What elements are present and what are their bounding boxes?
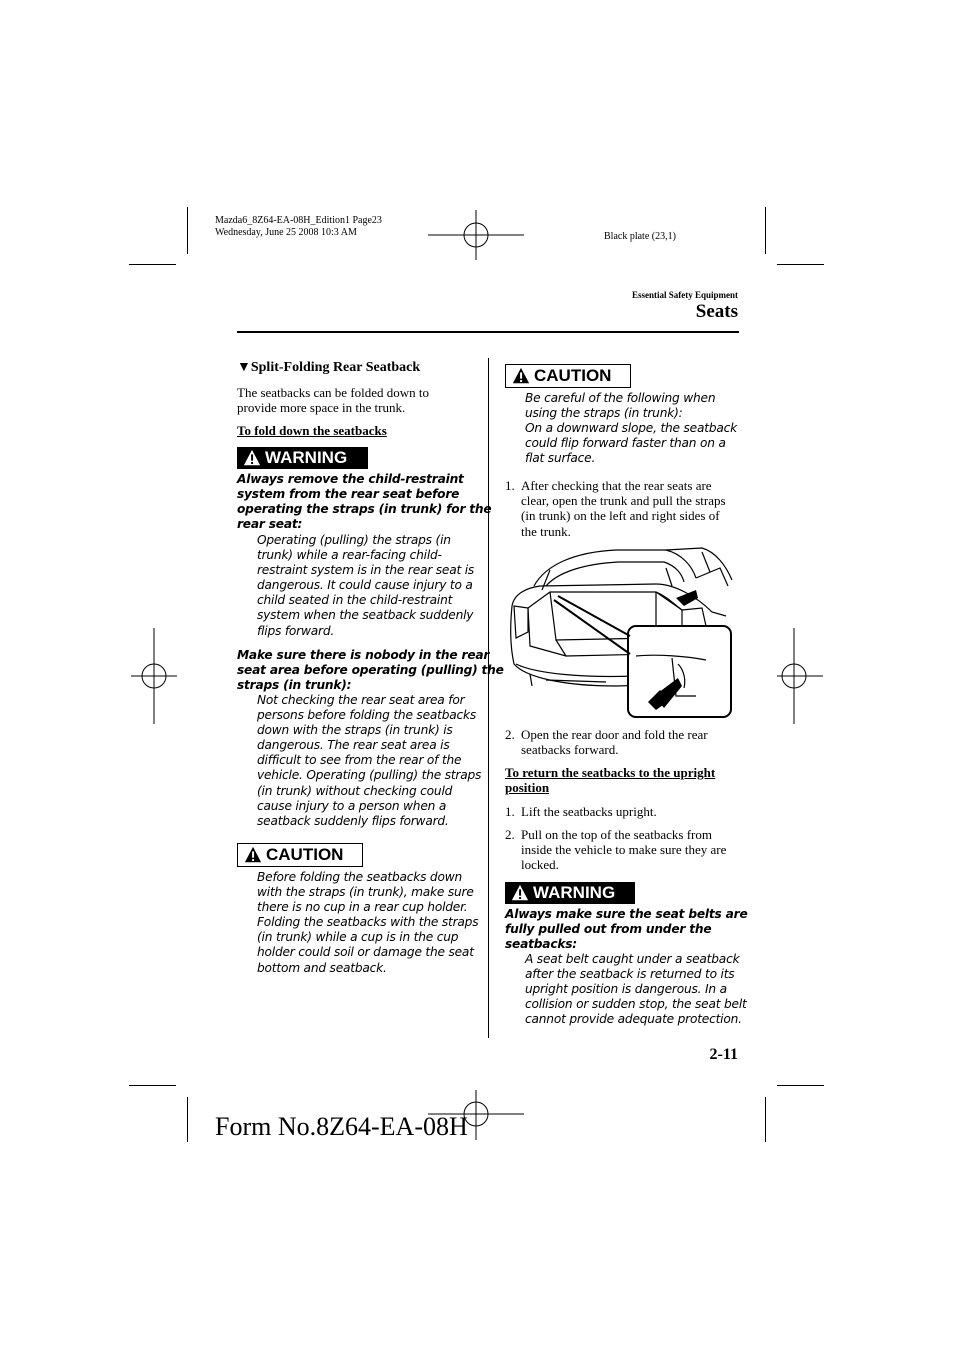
caution-label-text: CAUTION xyxy=(266,845,344,864)
text-line: rear seat: xyxy=(237,517,303,532)
text-line: bottom and seatback. xyxy=(257,960,387,975)
text-line: (in trunk) while a cup is in the cup xyxy=(257,930,459,945)
text-line: Operating (pulling) the straps (in xyxy=(257,533,451,547)
text-line: After checking that the rear seats are xyxy=(521,478,712,493)
text-line: seatbacks: xyxy=(505,937,577,952)
column-divider xyxy=(488,358,489,1038)
text-line: persons before folding the seatbacks xyxy=(257,708,477,723)
text-line: flat surface. xyxy=(525,451,596,466)
header-rule xyxy=(237,331,739,333)
text-line: seatbacks forward. xyxy=(521,742,619,758)
heading-text: Split-Folding Rear Seatback xyxy=(250,360,421,375)
print-meta-line2: Wednesday, June 25 2008 10:3 AM xyxy=(215,227,357,238)
text-line: position xyxy=(505,780,550,796)
fold-subheading xyxy=(237,423,387,438)
text-line: operating the straps (in trunk) for the xyxy=(237,502,492,517)
text-line: Pull on the top of the seatbacks from xyxy=(521,827,712,842)
step-number: 2. xyxy=(505,727,515,742)
text-line: Not checking the rear seat area for xyxy=(257,693,465,707)
caution-body xyxy=(257,870,478,976)
text-line: restraint system is in the rear seat is xyxy=(257,563,475,578)
warning-triangle-icon xyxy=(511,884,529,902)
text-line: down with the straps (in trunk) is xyxy=(257,723,453,738)
text-line: the trunk. xyxy=(521,523,571,539)
text-line: Always remove the child-restraint xyxy=(237,472,464,486)
step-number: 1. xyxy=(505,804,515,819)
text-line: cannot provide adequate protection. xyxy=(525,1012,742,1027)
warning-body xyxy=(525,952,747,1027)
text-line: Before folding the seatbacks down xyxy=(257,870,463,884)
text-line: child seated in the child-restraint xyxy=(257,593,453,608)
text-line: Lift the seatbacks upright. xyxy=(521,804,657,819)
step-text xyxy=(521,478,726,539)
print-meta xyxy=(215,215,382,239)
page-title: Seats xyxy=(695,301,738,322)
text-line: system when the seatback suddenly xyxy=(257,608,474,623)
warning-1-title xyxy=(237,472,491,532)
text-line: with the straps (in trunk), make sure xyxy=(257,885,474,900)
registration-mark-left xyxy=(131,628,177,724)
text-line: dangerous. It could cause injury to a xyxy=(257,578,473,593)
text-line: clear, open the trunk and pull the straps xyxy=(521,493,726,509)
step-text xyxy=(521,727,708,757)
intro-paragraph xyxy=(237,385,429,415)
caution-label-text: CAUTION xyxy=(534,366,612,385)
text-line: Folding the seatbacks with the straps xyxy=(257,915,479,930)
heading-marker-icon: ▼ xyxy=(237,360,251,375)
text-line: Make sure there is nobody in the rear xyxy=(237,648,490,662)
text-line: collision or sudden stop, the seat belt xyxy=(525,997,747,1012)
caution-triangle-icon xyxy=(244,846,262,864)
text-line: straps (in trunk): xyxy=(237,678,352,693)
warning-2-title xyxy=(237,648,504,693)
plate-label: Black plate (23,1) xyxy=(604,231,676,242)
warning-2-body xyxy=(257,693,481,829)
text-line: Be careful of the following when xyxy=(525,391,716,405)
text-line: On a downward slope, the seatback xyxy=(525,421,737,436)
page-number: 2-11 xyxy=(709,1046,738,1063)
registration-mark-right xyxy=(777,628,823,724)
caution-label xyxy=(237,843,363,867)
text-line: there is no cup in a rear cup holder. xyxy=(257,900,468,915)
warning-label xyxy=(505,882,635,904)
warning-title xyxy=(505,907,748,952)
trunk-strap-illustration xyxy=(506,546,734,720)
text-line: Open the rear door and fold the rear xyxy=(521,727,708,742)
step-text xyxy=(521,804,657,819)
text-line: seat area before operating (pulling) the xyxy=(237,663,504,678)
caution-label xyxy=(505,364,631,388)
text-line: after the seatback is returned to its xyxy=(525,967,735,982)
text-line: A seat belt caught under a seatback xyxy=(525,952,740,966)
registration-mark-top xyxy=(428,210,524,260)
text-line: could flip forward faster than on a xyxy=(525,436,726,451)
text-line: locked. xyxy=(521,857,559,873)
text-line: (in trunk) without checking could xyxy=(257,783,453,798)
section-label: Essential Safety Equipment xyxy=(631,290,738,300)
caution-body xyxy=(525,391,737,466)
text-line: trunk) while a rear-facing child- xyxy=(257,548,442,563)
step-number: 2. xyxy=(505,827,515,842)
text-line: holder could soil or damage the seat xyxy=(257,945,474,960)
text-line: seatback suddenly flips forward. xyxy=(257,813,449,828)
text-line: fully pulled out from under the xyxy=(505,922,712,937)
step-number: 1. xyxy=(505,478,515,493)
intro-line: provide more space in the trunk. xyxy=(237,400,406,416)
text-line: vehicle. Operating (pulling) the straps xyxy=(257,768,482,783)
warning-triangle-icon xyxy=(243,449,261,467)
warning-label xyxy=(237,447,368,469)
text-line: cause injury to a person when a xyxy=(257,798,447,813)
text-line: (in trunk) on the left and right sides of xyxy=(521,508,720,524)
text-line: using the straps (in trunk): xyxy=(525,406,683,421)
text-line: dangerous. The rear seat area is xyxy=(257,738,450,753)
fold-subheading-text: To fold down the seatbacks xyxy=(237,423,387,438)
warning-label-text: WARNING xyxy=(265,448,348,467)
section-heading xyxy=(237,360,420,376)
text-line: To return the seatbacks to the upright xyxy=(505,765,716,780)
text-line: system from the rear seat before xyxy=(237,487,460,502)
text-line: upright position is dangerous. In a xyxy=(525,982,727,997)
caution-triangle-icon xyxy=(512,367,530,385)
text-line: Always make sure the seat belts are xyxy=(505,907,748,921)
text-line: difficult to see from the rear of the xyxy=(257,753,462,768)
step-text xyxy=(521,827,726,873)
print-meta-line1: Mazda6_8Z64-EA-08H_Edition1 Page23 xyxy=(215,215,382,226)
warning-label-text: WARNING xyxy=(533,883,616,902)
text-line: inside the vehicle to make sure they are xyxy=(521,842,727,858)
text-line: flips forward. xyxy=(257,623,335,638)
return-subheading xyxy=(505,765,715,795)
intro-line: The seatbacks can be folded down to xyxy=(237,385,430,400)
warning-1-body xyxy=(257,533,474,639)
form-number: Form No.8Z64-EA-08H xyxy=(215,1112,468,1141)
